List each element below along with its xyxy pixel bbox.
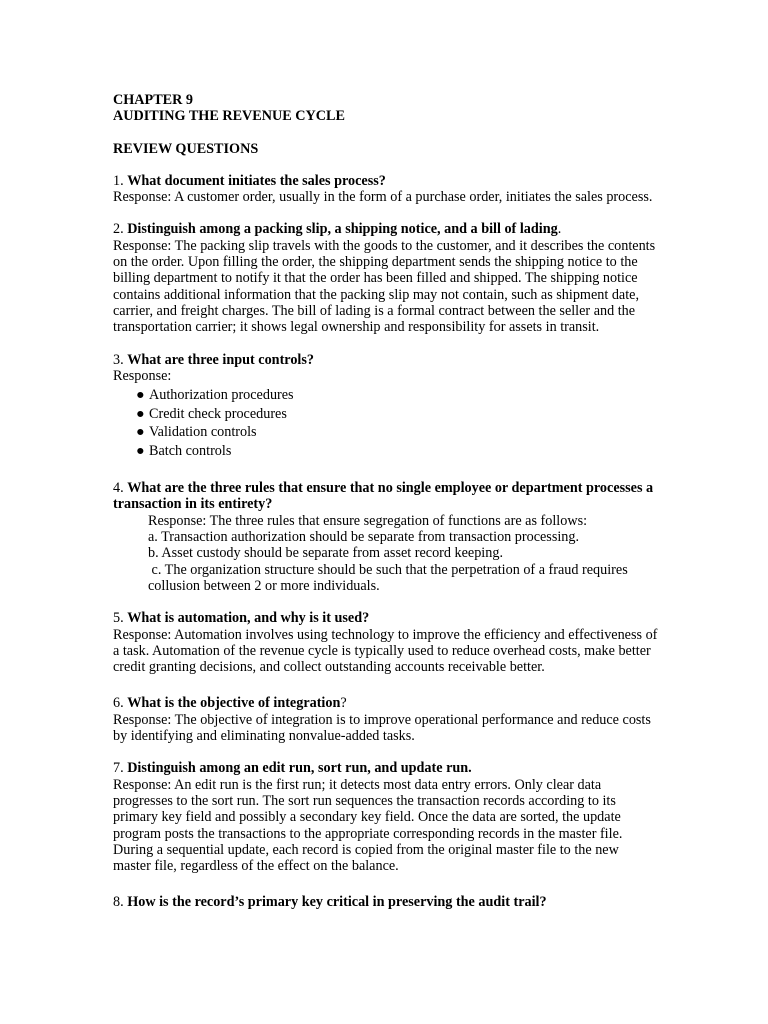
list-item-text: Batch controls: [149, 442, 232, 459]
question-label: What is automation, and why is it used?: [127, 610, 370, 627]
question-number: 6.: [113, 695, 124, 712]
list-item-text: Credit check procedures: [149, 405, 287, 422]
question-number: 7.: [113, 760, 124, 777]
response-text: Response: The objective of integration is to improve operational performance and reduce costs by identifying and eliminating nonvalue-added tasks.: [113, 711, 651, 745]
question-4: [113, 480, 658, 594]
question-number: 2.: [113, 221, 124, 238]
question-6: [113, 695, 658, 744]
response-text: Response:: [113, 367, 172, 384]
section-title: REVIEW QUESTIONS: [113, 140, 259, 157]
question-label: What document initiates the sales process?: [127, 172, 386, 189]
response-item: a. Transaction authorization should be separate from transaction processing.: [148, 529, 580, 546]
question-7: [113, 760, 658, 874]
question-text: [113, 695, 658, 711]
list-item: [136, 386, 658, 405]
question-text: [113, 610, 658, 626]
question-label: What are three input controls?: [127, 351, 314, 368]
response-item: c. The organization structure should be such that the perpetration of a fraud requires collusion between 2 or more individuals.: [148, 561, 632, 594]
bullet-icon: ●: [136, 405, 145, 422]
chapter-title: AUDITING THE REVENUE CYCLE: [113, 108, 345, 125]
question-2: [113, 221, 658, 335]
bullet-icon: ●: [136, 387, 145, 404]
response-text: Response: A customer order, usually in the form of a purchase order, initiates the sales process.: [113, 189, 653, 206]
response-text: Response: Automation involves using technology to improve the efficiency and effectiveness of a task. Automation of the revenue cycle is typically used to reduce overhead costs, make better credit granting decisions, and collect outstanding accounts receivable better.: [113, 626, 658, 676]
question-text: [113, 173, 658, 189]
question-label: How is the record’s primary key critical in preserving the audit trail?: [127, 894, 547, 911]
list-item: [136, 423, 658, 442]
question-8: [113, 894, 658, 910]
response-text: Response: The three rules that ensure segregation of functions are as follows:: [148, 512, 588, 529]
question-text: [113, 894, 658, 910]
question-1: [113, 173, 658, 206]
question-number: 1.: [113, 172, 124, 189]
question-suffix: ?: [340, 695, 347, 712]
bullet-icon: ●: [136, 442, 145, 459]
document-content: [113, 92, 658, 911]
question-text: [113, 221, 658, 237]
list-item-text: Validation controls: [149, 424, 257, 441]
input-controls-list: [113, 386, 658, 460]
question-3: [113, 352, 658, 461]
question-label: Distinguish among an edit run, sort run, and update run.: [127, 760, 472, 777]
response-text: Response: The packing slip travels with the goods to the customer, and it describes the contents on the order. Upon filling the order, the shipping department sends the shipping notice to the billing department to notify it that the order has been filled and shipped. The shipping notice contains additional information that the packing slip may not contain, such as shipment date, carrier, and freight charges. The bill of lading is a formal contract between the seller and the transportation carrier; it shows legal ownership and responsibility for assets in transit.: [113, 237, 656, 336]
question-text: [113, 760, 658, 776]
chapter-number: CHAPTER 9: [113, 92, 194, 108]
question-text: [113, 480, 658, 513]
question-number: 3.: [113, 351, 124, 368]
bullet-icon: ●: [136, 424, 145, 441]
question-5: [113, 610, 658, 675]
list-item: [136, 442, 658, 461]
question-number: 5.: [113, 610, 124, 627]
response-text: Response: An edit run is the first run; it detects most data entry errors. Only clear data progresses to the sort run. The sort run sequences the transaction records according to its primary key field and possibly a secondary key field. Once the data are sorted, the update program posts the transactions to the appropriate corresponding records in the master file. During a sequential update, each record is copied from the original master file to the new master file, regardless of the effect on the balance.: [113, 776, 623, 875]
question-label: Distinguish among a packing slip, a shipping notice, and a bill of lading: [127, 221, 558, 238]
question-number: 8.: [113, 894, 124, 911]
response-item: b. Asset custody should be separate from asset record keeping.: [148, 545, 503, 562]
question-suffix: .: [557, 221, 562, 238]
question-number: 4.: [113, 480, 124, 497]
list-item-text: Authorization procedures: [149, 387, 294, 404]
question-text: [113, 352, 658, 368]
list-item: [136, 405, 658, 424]
question-label: What is the objective of integration: [127, 695, 341, 712]
question-label: What are the three rules that ensure that no single employee or department processes a transaction in its entirety?: [113, 480, 654, 513]
